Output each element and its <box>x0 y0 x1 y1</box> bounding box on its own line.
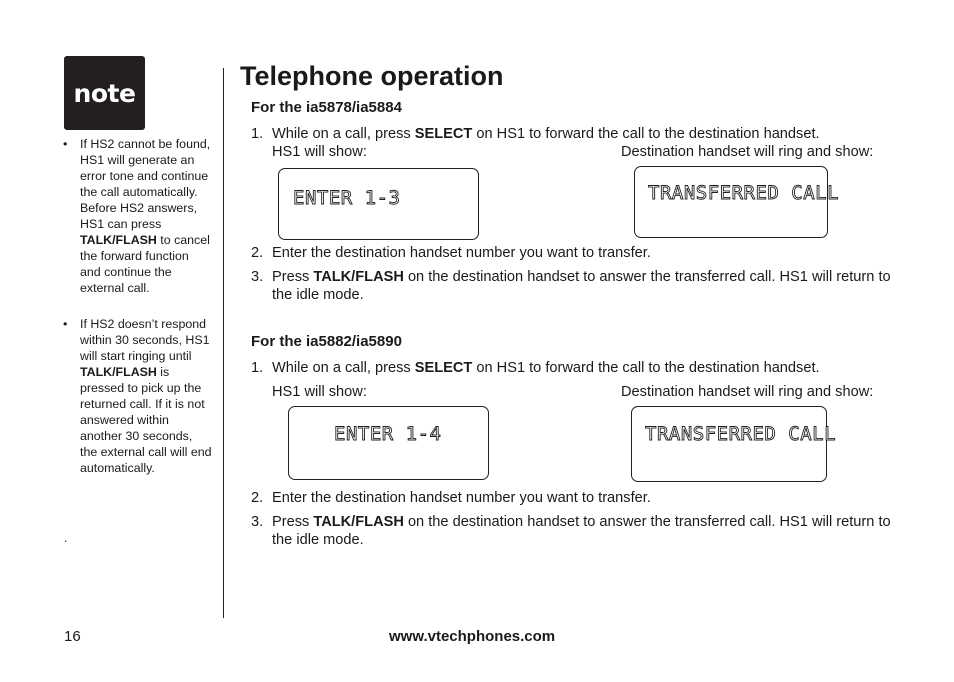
section-heading: For the ia5882/ia5890 <box>251 333 402 350</box>
note-label: note <box>73 78 136 108</box>
hs1-label: HS1 will show: <box>272 384 367 400</box>
step-number: 2. <box>251 245 264 261</box>
note-item <box>62 136 212 296</box>
step-text: on the destination handset to answer the transferred call. HS1 will return to the idle mode. <box>272 269 891 303</box>
step-3 <box>251 268 911 304</box>
note-text: to cancel the forward function and continue the external call. <box>80 233 210 295</box>
footer-url: www.vtechphones.com <box>389 628 556 645</box>
destination-label: Destination handset will ring and show: <box>621 144 874 160</box>
step-text: Enter the destination handset number you want to transfer. <box>272 245 651 261</box>
destination-label: Destination handset will ring and show: <box>621 384 874 400</box>
lcd-text: ENTER 1-3 <box>293 187 401 209</box>
step-number: 3. <box>251 269 264 285</box>
stray-mark: . <box>64 531 68 545</box>
sidebar-notes <box>62 136 212 296</box>
step-number: 1. <box>251 360 264 376</box>
step-text: on HS1 to forward the call to the destination handset. <box>472 360 820 376</box>
lcd-text: ENTER 1-4 <box>334 423 442 445</box>
step-text: While on a call, press <box>272 360 415 376</box>
step-text: Enter the destination handset number you want to transfer. <box>272 490 651 506</box>
step-text: on HS1 to forward the call to the destination handset. <box>472 126 820 142</box>
note-bold-key: TALK/FLASH <box>80 233 157 247</box>
step-1 <box>251 359 911 377</box>
destination-lcd-display <box>631 406 837 482</box>
note-text: If HS2 cannot be found, HS1 will generate an error tone and continue the call automatically. Before HS2 answers, HS1 can press <box>80 137 211 231</box>
hs1-lcd-display <box>288 406 489 480</box>
step-text: While on a call, press <box>272 126 415 142</box>
section-heading: For the ia5878/ia5884 <box>251 99 402 116</box>
step-2 <box>251 489 911 507</box>
step-1 <box>251 125 911 143</box>
step-text: Press <box>272 514 314 530</box>
step-text: Press <box>272 269 314 285</box>
note-text: is pressed to pick up the returned call. If it is not answered within another 30 seconds, the external call will end automatically. <box>80 365 212 475</box>
step-key: TALK/FLASH <box>313 514 404 530</box>
sidebar-notes-2 <box>62 316 212 476</box>
note-badge <box>64 56 145 130</box>
step-key: SELECT <box>414 126 473 142</box>
page-title: Telephone operation <box>240 61 504 91</box>
destination-lcd-display <box>634 166 840 238</box>
hs1-lcd-display <box>278 168 479 240</box>
step-key: TALK/FLASH <box>313 269 404 285</box>
column-divider <box>223 68 224 618</box>
hs1-label: HS1 will show: <box>272 144 367 160</box>
step-3 <box>251 513 911 549</box>
lcd-text: TRANSFERRED CALL <box>648 182 840 204</box>
step-number: 3. <box>251 514 264 530</box>
step-text: on the destination handset to answer the transferred call. HS1 will return to the idle mode. <box>272 514 891 548</box>
step-number: 2. <box>251 490 264 506</box>
note-item <box>62 316 212 476</box>
note-text: If HS2 doesn’t respond within 30 seconds, HS1 will start ringing until <box>80 317 210 363</box>
step-key: SELECT <box>414 360 473 376</box>
lcd-text: TRANSFERRED CALL <box>645 423 837 445</box>
note-bold-key: TALK/FLASH <box>80 365 157 379</box>
page-number: 16 <box>64 628 81 645</box>
step-2 <box>251 244 911 262</box>
step-number: 1. <box>251 126 264 142</box>
